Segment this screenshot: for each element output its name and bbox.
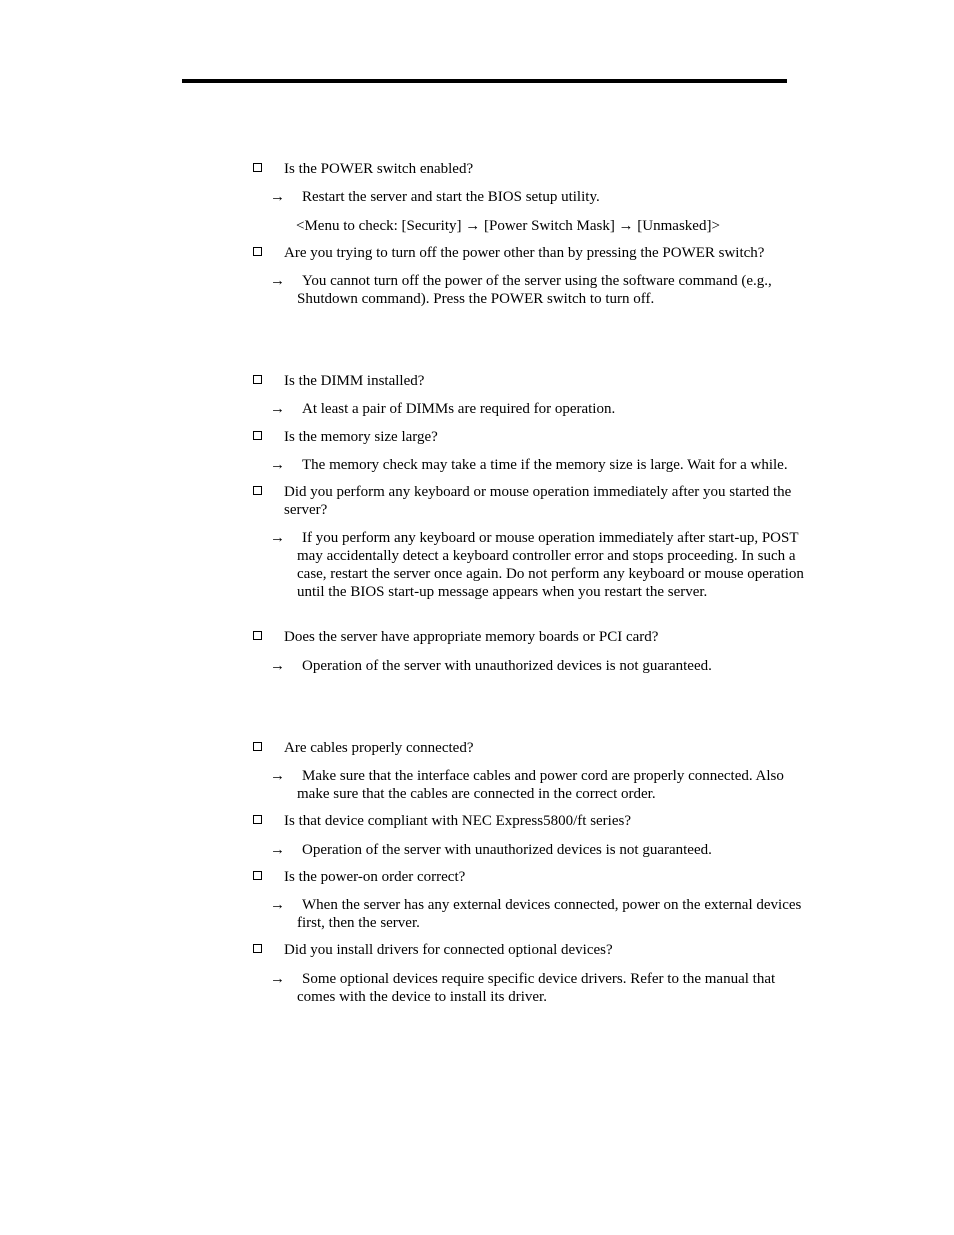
checkbox-icon [253, 486, 262, 495]
checkbox-icon [253, 431, 262, 440]
check-question: Is the memory size large? [284, 429, 438, 445]
checkbox-icon [253, 375, 262, 384]
arrow-right-icon: → [270, 897, 285, 913]
menu-path: <Menu to check: [Security] → [Power Switch Mask] → [Unmasked]> [296, 218, 720, 234]
checkbox-icon [253, 815, 262, 824]
arrow-right-icon: → [270, 971, 285, 987]
arrow-right-icon: → [270, 273, 285, 289]
arrow-right-icon: → [270, 658, 285, 674]
check-question: Did you install drivers for connected optional devices? [284, 942, 613, 958]
arrow-right-icon: → [270, 768, 285, 784]
checkbox-icon [253, 871, 262, 880]
answer-text: Restart the server and start the BIOS setup utility. [302, 189, 600, 205]
check-question: Are cables properly connected? [284, 740, 474, 756]
check-question: Did you perform any keyboard or mouse operation immediately after you started the server? [284, 484, 792, 518]
answer-text: Operation of the server with unauthorized devices is not guaranteed. [302, 658, 712, 674]
checkbox-icon [253, 742, 262, 751]
checkbox-icon [253, 247, 262, 256]
header-rule [182, 79, 787, 83]
check-question: Is the power-on order correct? [284, 869, 466, 885]
arrow-right-icon: → [270, 401, 285, 417]
checkbox-icon [253, 944, 262, 953]
checkbox-icon [253, 631, 262, 640]
arrow-right-icon: → [270, 842, 285, 858]
answer-text: At least a pair of DIMMs are required for operation. [302, 401, 616, 417]
arrow-right-icon: → [270, 530, 285, 546]
checkbox-icon [253, 163, 262, 172]
answer-text: When the server has any external devices connected, power on the external devices first, then the server. [297, 897, 802, 931]
answer-text: You cannot turn off the power of the server using the software command (e.g., Shutdown command). Press the POWER switch to turn off. [297, 273, 772, 307]
check-question: Is that device compliant with NEC Express5800/ft series? [284, 813, 631, 829]
check-question: Are you trying to turn off the power other than by pressing the POWER switch? [284, 245, 765, 261]
arrow-right-icon: → [270, 457, 285, 473]
answer-text: Some optional devices require specific device drivers. Refer to the manual that comes with the device to install its driver. [297, 971, 776, 1005]
check-question: Does the server have appropriate memory boards or PCI card? [284, 629, 659, 645]
answer-text: The memory check may take a time if the memory size is large. Wait for a while. [302, 457, 788, 473]
check-question: Is the POWER switch enabled? [284, 161, 474, 177]
answer-text: Make sure that the interface cables and power cord are properly connected. Also make sure that the cables are connected in the correct order. [297, 768, 784, 802]
answer-text: Operation of the server with unauthorized devices is not guaranteed. [302, 842, 712, 858]
arrow-right-icon: → [270, 189, 285, 205]
answer-text: If you perform any keyboard or mouse operation immediately after start-up, POST may accidentally detect a keyboard controller error and stops proceeding. In such a case, restart the server once again. Do not perform any keyboard or mouse operation until the BIOS start-up message appears when you restart the server. [297, 530, 804, 600]
check-question: Is the DIMM installed? [284, 373, 425, 389]
